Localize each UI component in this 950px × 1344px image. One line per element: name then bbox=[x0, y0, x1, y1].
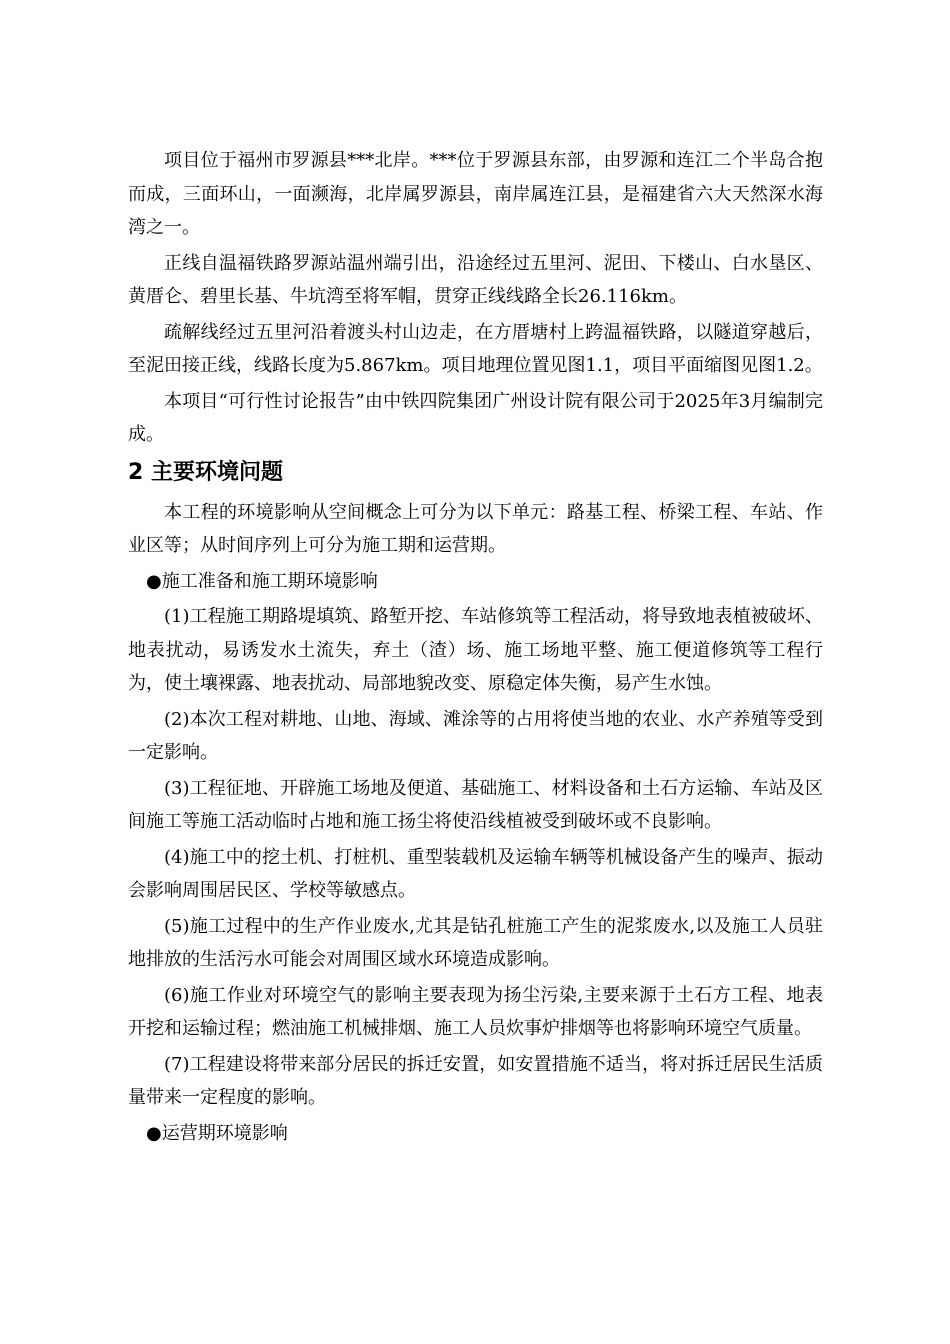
list-item: (1)工程施工期路堤填筑、路堑开挖、车站修筑等工程活动，将导致地表植被破坏、地表扰动，易诱发水土流失，弃土（渣）场、施工场地平整、施工便道修筑等工程行为，使土壤裸露、地表扰动、局部地貌改变、原稳定体失衡，易产生水蚀。 bbox=[128, 606, 823, 694]
list-item: (4)施工中的挖土机、打桩机、重型装载机及运输车辆等机械设备产生的噪声、振动会影响周围居民区、学校等敏感点。 bbox=[128, 846, 823, 901]
section-heading: 2 主要环境问题 bbox=[128, 459, 283, 485]
paragraph-env-intro: 本工程的环境影响从空间概念上可分为以下单元：路基工程、桥梁工程、车站、作业区等；从时间序列上可分为施工期和运营期。 bbox=[128, 501, 823, 556]
list-item: (3)工程征地、开辟施工场地及便道、基础施工、材料设备和土石方运输、车站及区间施工等施工活动临时占地和施工扬尘将使沿线植被受到破坏或不良影响。 bbox=[128, 777, 823, 832]
paragraph-project-location: 项目位于福州市罗源县***北岸。***位于罗源县东部，由罗源和连江二个半岛合抱而成，三面环山，一面濒海，北岸属罗源县，南岸属连江县，是福建省六大天然深水海湾之一。 bbox=[128, 150, 823, 238]
list-item: (5)施工过程中的生产作业废水,尤其是钻孔桩施工产生的泥浆废水,以及施工人员驻地排放的生活污水可能会对周围区域水环境造成影响。 bbox=[128, 915, 823, 970]
bullet-operation-period bbox=[128, 1117, 823, 1151]
list-item: (2)本次工程对耕地、山地、海域、滩涂等的占用将使当地的农业、水产养殖等受到一定影响。 bbox=[128, 708, 823, 763]
bullet-label: 运营期环境影响 bbox=[161, 1122, 288, 1144]
list-item: (6)施工作业对环境空气的影响主要表现为扬尘污染,主要来源于土石方工程、地表开挖和运输过程；燃油施工机械排烟、施工人员炊事炉排烟等也将影响环境空气质量。 bbox=[128, 984, 823, 1039]
bullet-dot-icon: ● bbox=[146, 570, 162, 592]
paragraph-relief-line: 疏解线经过五里河沿着渡头村山边走，在方厝塘村上跨温福铁路，以隧道穿越后，至泥田接正线，线路长度为5.867km。项目地理位置见图1.1，项目平面缩图见图1.2。 bbox=[128, 321, 823, 376]
bullet-label: 施工准备和施工期环境影响 bbox=[161, 570, 378, 592]
list-item: (7)工程建设将带来部分居民的拆迁安置，如安置措施不适当，将对拆迁居民生活质量带来一定程度的影响。 bbox=[128, 1053, 823, 1108]
document-body bbox=[128, 144, 823, 1152]
paragraph-feasibility-report: 本项目“可行性讨论报告”由中铁四院集团广州设计院有限公司于2025年3月编制完成。 bbox=[128, 390, 823, 445]
paragraph-main-line: 正线自温福铁路罗源站温州端引出，沿途经过五里河、泥田、下楼山、白水垦区、黄厝仑、碧里长基、牛坑湾至将军帽，贯穿正线线路全长26.116km。 bbox=[128, 252, 823, 307]
bullet-dot-icon: ● bbox=[146, 1122, 162, 1144]
bullet-construction-period bbox=[128, 565, 823, 599]
